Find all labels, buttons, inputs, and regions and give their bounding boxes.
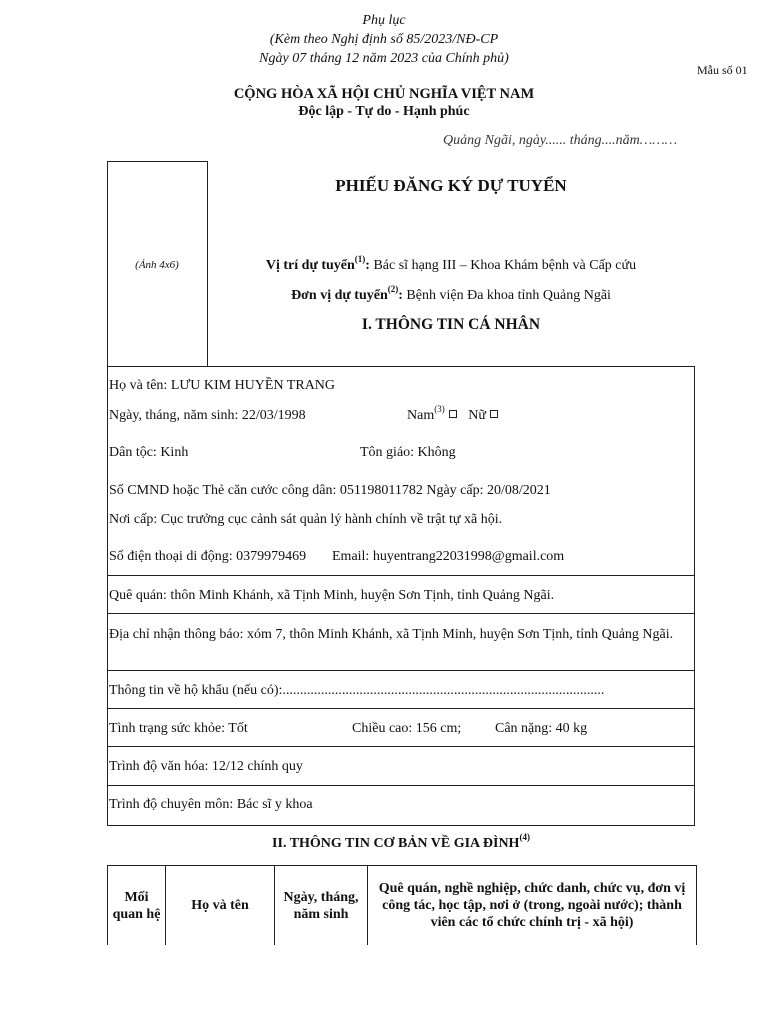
email-address: Email: huyentrang22031998@gmail.com [332, 549, 565, 564]
notification-address: Địa chỉ nhận thông báo: xóm 7, thôn Minh Khánh, xã Tịnh Minh, huyện Sơn Tịnh, tỉnh Quảng Ngãi. [109, 627, 674, 642]
form-number: Mẫu số 01 [697, 63, 748, 77]
height: Chiều cao: 156 cm; [352, 721, 462, 736]
section2-title-text: II. THÔNG TIN CƠ BẢN VỀ GIA ĐÌNH [272, 836, 520, 851]
photo-label: (Ảnh 4x6) [135, 259, 179, 271]
weight: Cân nặng: 40 kg [495, 721, 588, 736]
section2-footnote: (4) [519, 832, 530, 843]
professional-qualification: Trình độ chuyên môn: Bác sĩ y khoa [109, 797, 313, 812]
position-label: Vị trí dự tuyển [265, 258, 355, 273]
position-value: Bác sĩ hạng III – Khoa Khám bệnh và Cấp cứu [373, 258, 637, 273]
national-motto: Độc lập - Tự do - Hạnh phúc [298, 104, 470, 119]
issued-by: Nơi cấp: Cục trưởng cục cảnh sát quản lý hành chính về trật tự xã hội. [109, 512, 503, 527]
position-line: Vị trí dự tuyển$^{(1)}$: Bác sĩ hạng III – Khoa Khám bệnh và Cấp cứu [265, 254, 637, 273]
education-level: Trình độ văn hóa: 12/12 chính quy [109, 759, 303, 774]
column-full-name: Họ và tên [166, 866, 275, 946]
family-table-header [108, 866, 697, 946]
column-date-of-birth: Ngày, tháng, năm sinh [275, 866, 368, 946]
unit-label: Đơn vị dự tuyển [291, 288, 388, 303]
male-checkbox[interactable] [449, 410, 457, 418]
unit-footnote: (2) [387, 284, 399, 295]
position-footnote: (1) [354, 254, 366, 265]
personal-info-table [107, 366, 695, 826]
gender-options [407, 404, 498, 424]
household-info: Thông tin về hộ khẩu (nếu có):............................................................................................ [109, 683, 605, 698]
decree-date: Ngày 07 tháng 12 năm 2023 của Chính phủ) [259, 51, 509, 66]
column-relationship: Mối quan hệ [108, 866, 166, 946]
male-label: Nam [407, 408, 435, 423]
form-title: PHIẾU ĐĂNG KÝ DỰ TUYỂN [335, 176, 567, 195]
address-section [108, 614, 694, 671]
gender-footnote: (3) [434, 404, 445, 415]
identity-section [108, 367, 694, 576]
id-number: Số CMND hoặc Thẻ căn cước công dân: 051198011782 Ngày cấp: 20/08/2021 [109, 483, 551, 498]
qualification-section [108, 786, 694, 825]
unit-value: Bệnh viện Đa khoa tỉnh Quảng Ngãi [406, 288, 611, 303]
section1-title: I. THÔNG TIN CÁ NHÂN [361, 316, 541, 333]
appendix-label: Phụ lục [362, 13, 406, 28]
full-name: Họ và tên: LƯU KIM HUYỀN TRANG [109, 378, 336, 393]
unit-line: Đơn vị dự tuyển$^{(2)}$: Bệnh viện Đa khoa tỉnh Quảng Ngãi [291, 284, 611, 303]
hometown-section [108, 576, 694, 614]
female-checkbox[interactable] [490, 410, 498, 418]
country-name: CỘNG HÒA XÃ HỘI CHỦ NGHĨA VIỆT NAM [233, 86, 535, 102]
health-status: Tình trạng sức khỏe: Tốt [109, 721, 248, 736]
education-section [108, 747, 694, 786]
hometown: Quê quán: thôn Minh Khánh, xã Tịnh Minh, huyện Sơn Tịnh, tỉnh Quảng Ngãi. [109, 588, 555, 603]
health-section [108, 709, 694, 747]
family-table [107, 865, 697, 945]
female-label: Nữ [468, 408, 486, 423]
ethnicity: Dân tộc: Kinh [109, 445, 189, 460]
column-details: Quê quán, nghề nghiệp, chức danh, chức vụ, đơn vị công tác, học tập, nơi ở (trong, ngoài nước); thành viên các tổ chức chính trị - xã hội) [368, 866, 697, 946]
phone-number: Số điện thoại di động: 0379979469 [109, 549, 307, 564]
place-and-date: Quảng Ngãi, ngày...... tháng....năm……… [443, 133, 678, 148]
section2-title [0, 832, 768, 852]
date-of-birth: Ngày, tháng, năm sinh: 22/03/1998 [109, 408, 306, 423]
decree-reference: (Kèm theo Nghị định số 85/2023/NĐ-CP [269, 32, 499, 47]
religion: Tôn giáo: Không [360, 445, 456, 460]
household-section [108, 671, 694, 709]
